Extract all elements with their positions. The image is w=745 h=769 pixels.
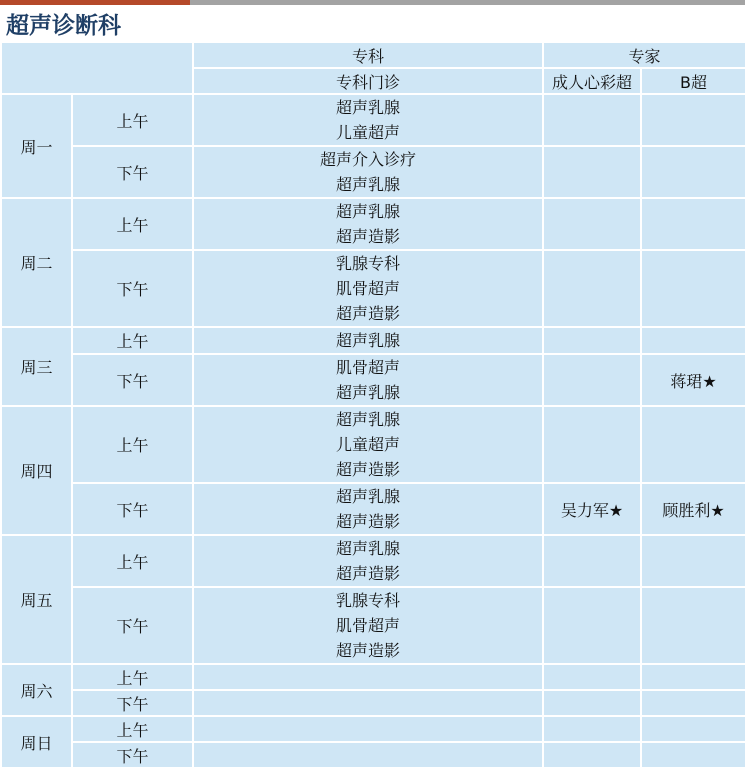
adult-echo-expert-cell — [543, 587, 641, 664]
period-cell: 下午 — [72, 742, 193, 768]
clinic-name: 超声乳腺 — [336, 410, 401, 429]
clinic-name: 超声乳腺 — [336, 175, 401, 194]
clinic-cell — [193, 587, 543, 664]
header-corner — [1, 42, 193, 94]
adult-echo-expert-cell — [543, 354, 641, 406]
clinic-name: 超声造影 — [336, 227, 401, 246]
clinic-cell — [193, 198, 543, 250]
adult-echo-expert-cell — [543, 664, 641, 690]
clinic-name: 超声乳腺 — [336, 331, 401, 350]
period-cell: 上午 — [72, 94, 193, 146]
clinic-name: 超声介入诊疗 — [320, 150, 417, 169]
b-ultrasound-expert-cell — [641, 250, 745, 327]
day-cell: 周六 — [1, 664, 72, 716]
adult-echo-expert-cell — [543, 742, 641, 768]
b-ultrasound-expert-cell — [641, 198, 745, 250]
clinic-name: 超声造影 — [336, 641, 401, 660]
clinic-cell — [193, 94, 543, 146]
header-adult-echo: 成人心彩超 — [543, 68, 641, 94]
clinic-name: 肌骨超声 — [336, 616, 401, 635]
b-ultrasound-expert-cell — [641, 146, 745, 198]
adult-echo-expert-cell — [543, 690, 641, 716]
clinic-cell — [193, 742, 543, 768]
day-cell: 周五 — [1, 535, 72, 664]
day-cell: 周一 — [1, 94, 72, 198]
adult-echo-expert-cell — [543, 198, 641, 250]
title-blank-cell — [543, 5, 641, 42]
period-cell: 下午 — [72, 483, 193, 535]
clinic-name: 儿童超声 — [336, 123, 401, 142]
adult-echo-expert-cell — [543, 406, 641, 483]
day-cell: 周日 — [1, 716, 72, 768]
period-cell: 下午 — [72, 250, 193, 327]
day-cell: 周二 — [1, 198, 72, 327]
period-cell: 上午 — [72, 406, 193, 483]
schedule-table — [0, 5, 745, 769]
clinic-cell — [193, 354, 543, 406]
clinic-cell — [193, 535, 543, 587]
day-cell: 周四 — [1, 406, 72, 535]
period-cell: 上午 — [72, 664, 193, 690]
clinic-name: 超声造影 — [336, 564, 401, 583]
b-ultrasound-expert-cell — [641, 587, 745, 664]
clinic-name: 肌骨超声 — [336, 358, 401, 377]
clinic-name: 超声乳腺 — [336, 383, 401, 402]
adult-echo-expert-cell — [543, 327, 641, 354]
b-ultrasound-expert-cell — [641, 742, 745, 768]
header-experts: 专家 — [543, 42, 745, 68]
day-cell: 周三 — [1, 327, 72, 406]
period-cell: 上午 — [72, 198, 193, 250]
b-ultrasound-expert-cell — [641, 690, 745, 716]
period-cell: 上午 — [72, 327, 193, 354]
b-ultrasound-expert-cell: 顾胜利★ — [641, 483, 745, 535]
b-ultrasound-expert-cell — [641, 94, 745, 146]
clinic-cell — [193, 146, 543, 198]
clinic-name: 超声造影 — [336, 512, 401, 531]
clinic-cell — [193, 327, 543, 354]
b-ultrasound-expert-cell — [641, 327, 745, 354]
adult-echo-expert-cell — [543, 94, 641, 146]
b-ultrasound-expert-cell — [641, 716, 745, 742]
period-cell: 下午 — [72, 690, 193, 716]
adult-echo-expert-cell: 吴力军★ — [543, 483, 641, 535]
period-cell: 下午 — [72, 354, 193, 406]
clinic-name: 乳腺专科 — [336, 254, 401, 273]
adult-echo-expert-cell — [543, 146, 641, 198]
title-blank-cell — [641, 5, 745, 42]
header-specialty-clinic: 专科门诊 — [193, 68, 543, 94]
period-cell: 上午 — [72, 535, 193, 587]
clinic-name: 肌骨超声 — [336, 279, 401, 298]
b-ultrasound-expert-cell — [641, 535, 745, 587]
b-ultrasound-expert-cell: 蒋珺★ — [641, 354, 745, 406]
clinic-name: 超声乳腺 — [336, 487, 401, 506]
header-b-ultrasound: B超 — [641, 68, 745, 94]
adult-echo-expert-cell — [543, 716, 641, 742]
b-ultrasound-expert-cell — [641, 664, 745, 690]
clinic-name: 超声造影 — [336, 304, 401, 323]
b-ultrasound-expert-cell — [641, 406, 745, 483]
clinic-name: 超声乳腺 — [336, 202, 401, 221]
clinic-cell — [193, 483, 543, 535]
clinic-name: 超声乳腺 — [336, 98, 401, 117]
clinic-cell — [193, 664, 543, 690]
clinic-name: 超声造影 — [336, 460, 401, 479]
clinic-cell — [193, 250, 543, 327]
adult-echo-expert-cell — [543, 535, 641, 587]
clinic-name: 儿童超声 — [336, 435, 401, 454]
clinic-cell — [193, 690, 543, 716]
period-cell: 上午 — [72, 716, 193, 742]
period-cell: 下午 — [72, 146, 193, 198]
adult-echo-expert-cell — [543, 250, 641, 327]
clinic-cell — [193, 406, 543, 483]
page-title: 超声诊断科 — [1, 5, 543, 42]
period-cell: 下午 — [72, 587, 193, 664]
header-specialty: 专科 — [193, 42, 543, 68]
clinic-cell — [193, 716, 543, 742]
clinic-name: 乳腺专科 — [336, 591, 401, 610]
clinic-name: 超声乳腺 — [336, 539, 401, 558]
